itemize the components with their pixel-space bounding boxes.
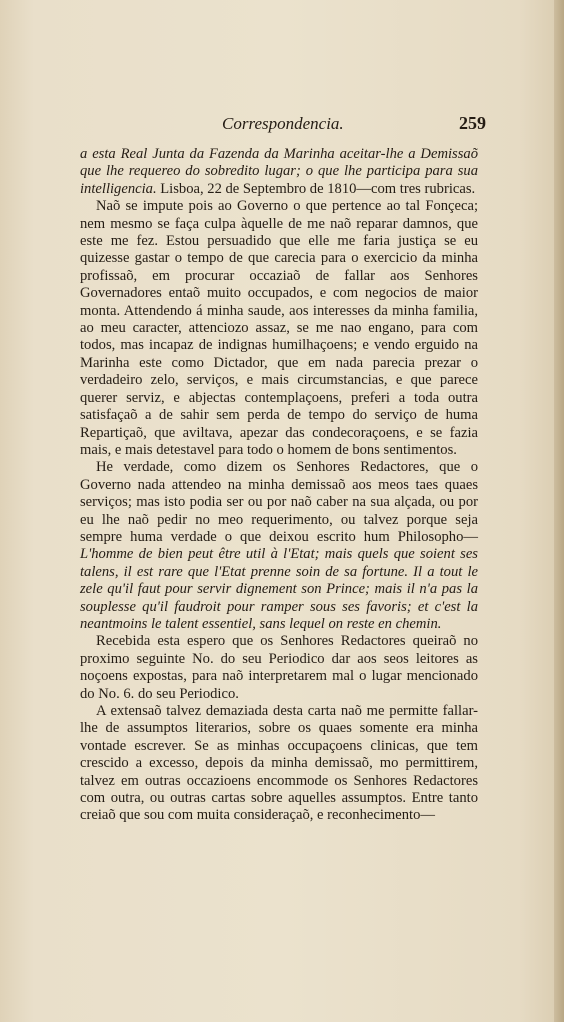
text-run-italic: a esta Real Junta da Fazenda da Marinha aceitar-lhe a Demissaõ que lhe requereo do sobredito lugar; o que lhe participa para sua intelligencia. xyxy=(80,146,478,197)
paragraph xyxy=(80,459,478,633)
text-run: He verdade, como dizem os Senhores Redactores, que o Governo nada attendeo na minha demissaõ aos meos taes quaes serviços; mas isto podia ser ou por naõ caber na sua alçada, ou por eu lhe naõ pedir no meo requerimento, ou talvez porque seja sempre huma verdade o que deixou escrito hum Philosopho— xyxy=(80,459,478,545)
text-run-italic: L'homme de bien peut être util à l'Etat; mais quels que soient ses talens, il est rare que l'Etat prenne soin de sa fortune. Il a tout le zele qu'il faut pour servir dignement son Prince; mais il n'a pas la souplesse qu'il faudroit pour ramper sous ses favoris; et c'est la neantmoins le talent essentiel, sans lequel on reste en chemin. xyxy=(80,546,478,632)
text-run: Recebida esta espero que os Senhores Redactores queiraõ no proximo seguinte No. do seu Periodico dar aos seos leitores as noçoens expostas, para naõ interpretarem mal o lugar mencionado do No. 6. do seu Periodico. xyxy=(80,633,478,702)
body-text xyxy=(80,146,478,825)
running-title: Correspondencia. xyxy=(222,114,344,133)
paragraph xyxy=(80,633,478,703)
text-run: Lisboa, 22 de Septembro de 1810—com tres rubricas. xyxy=(160,180,476,197)
page-edge-shadow xyxy=(554,0,564,1022)
paragraph xyxy=(80,198,478,459)
text-run: Naõ se impute pois ao Governo o que pertence ao tal Fonçeca; nem mesmo se faça culpa àquelle de me naõ reparar damnos, que este me fez. Estou persuadido que elle me faria justiça se eu quizesse gastar o tempo de que carecia para o exercicio da minha profissaõ, em procurar occaziaõ de fallar aos Senhores Governadores entaõ muito occupados, e com negocios de maior monta. Attendendo á minha saude, aos interesses da minha familia, ao meu caracter, attenciozo assaz, se me nao engano, para com todos, mas incapaz de indignas humilhaçoens; e vendo erguido na Marinha este como Dictador, que em nada parecia prezar o verdadeiro zelo, serviços, e mais circumstancias, e que parece querer serviz, e abjectas contemplaçoens, preferi a toda outra satisfaçaõ a de sahir sem perda de tempo do serviço de huma Repartiçaõ, que aviltava, apezar das condecoraçoens, e se fazia mais, e mais detestavel para todo o homem de bons sentimentos. xyxy=(80,198,478,458)
page-header xyxy=(82,112,486,136)
paragraph xyxy=(80,146,478,198)
text-run: A extensaõ talvez demaziada desta carta naõ me permitte fallar-lhe de assumptos literarios, sobre os quaes somente era minha vontade escrever. Se as minhas occupaçoens clinicas, que tem crescido a excesso, depois da minha demissaõ, mo permittirem, talvez em outras occazioens encommode os Senhores Redactores com outra, ou outras cartas sobre aquelles assumptos. Entre tanto creiaõ que sou com muita consideraçaõ, e reconhecimento— xyxy=(80,703,478,824)
page-number: 259 xyxy=(459,113,486,133)
paragraph xyxy=(80,703,478,825)
